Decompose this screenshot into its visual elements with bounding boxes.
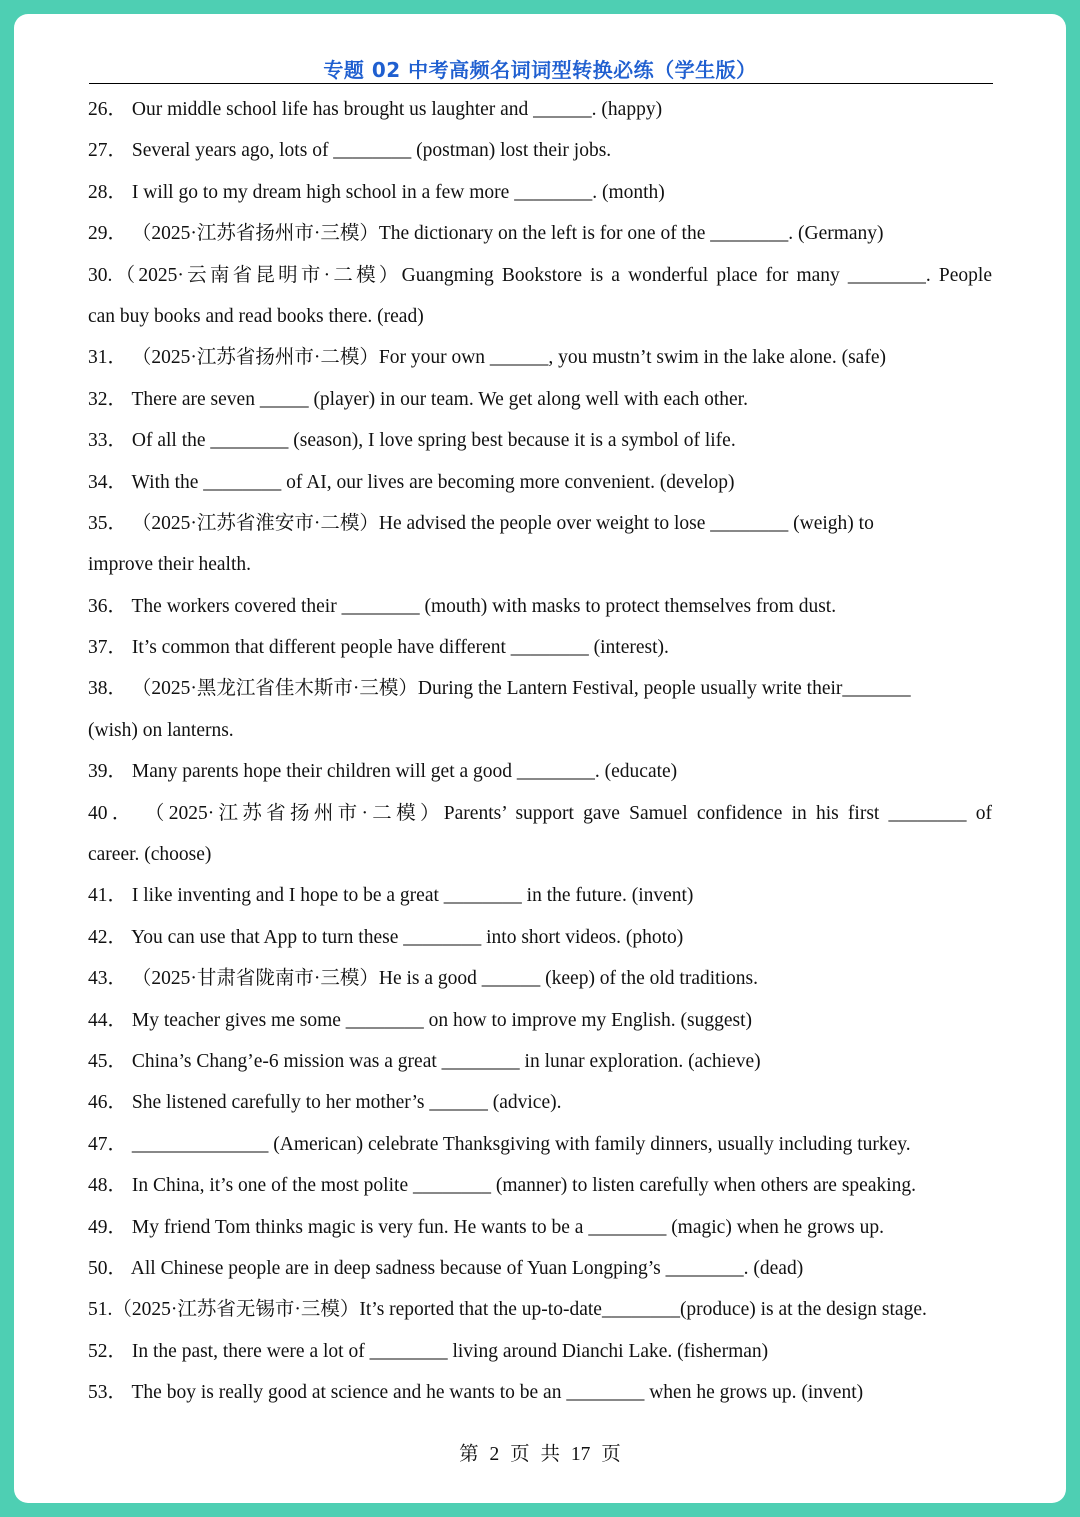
page-title: 专题 02 中考高频名词词型转换必练（学生版） [323, 58, 757, 82]
exercise-line: career. (choose) [88, 844, 212, 866]
exercise-line: 39． Many parents hope their children will get a good ________. (educate) [88, 761, 678, 783]
exercise-line: 45． China’s Chang’e-6 mission was a great ________ in lunar exploration. (achieve) [88, 1050, 761, 1072]
exercise-line: 27． Several years ago, lots of ________ (postman) lost their jobs. [88, 140, 612, 162]
exercise-line: 47． ______________ (American) celebrate Thanksgiving with family dinners, usually including turkey. [88, 1133, 911, 1155]
exercise-line: 31． （2025·江苏省扬州市·二模）For your own ______, you mustn’t swim in the lake alone. (safe) [88, 347, 886, 369]
exercise-line: 42． You can use that App to turn these ________ into short videos. (photo) [88, 926, 684, 948]
exercise-line: 26． Our middle school life has brought us laughter and ______. (happy) [88, 99, 663, 120]
exercise-line: 48． In China, it’s one of the most polite ________ (manner) to listen carefully when others are speaking. [88, 1175, 917, 1197]
exercise-line: 51.（2025·江苏省无锡市·三模）It’s reported that the up-to-date________(produce) is at the design stage. [88, 1299, 927, 1321]
exercise-line: 43． （2025·甘肃省陇南市·三模）He is a good ______ (keep) of the old traditions. [88, 968, 758, 990]
exercise-line: 38． （2025·黑龙江省佳木斯市·三模）During the Lantern Festival, people usually write their_______ [88, 678, 911, 700]
exercise-line: 49． My friend Tom thinks magic is very fun. He wants to be a ________ (magic) when he grows up. [88, 1216, 885, 1238]
exercise-line: 53． The boy is really good at science and he wants to be an ________ when he grows up. (invent) [88, 1382, 864, 1404]
exercise-line: 52． In the past, there were a lot of ________ living around Dianchi Lake. (fisherman) [88, 1340, 769, 1362]
exercise-line: 33． Of all the ________ (season), I love spring best because it is a symbol of life. [88, 430, 736, 452]
exercise-line: can buy books and read books there. (read) [88, 305, 424, 327]
exercise-line: 44． My teacher gives me some ________ on how to improve my English. (suggest) [88, 1009, 752, 1031]
exercise-line: 46． She listened carefully to her mother’s ______ (advice). [88, 1092, 562, 1114]
exercise-line: 35． （2025·江苏省淮安市·二模）He advised the people over weight to lose ________ (weigh) to [88, 512, 874, 534]
exercise-line: 41． I like inventing and I hope to be a great ________ in the future. (invent) [88, 885, 694, 907]
page-number: 第 2 页 共 17 页 [459, 1444, 621, 1465]
exercise-line: 50． All Chinese people are in deep sadness because of Yuan Longping’s ________. (dead) [88, 1257, 804, 1279]
exercise-line: improve their health. [88, 554, 251, 576]
exercise-line: 30.（2025·云南省昆明市·二模）Guangming Bookstore is a wonderful place for many ________. People [88, 264, 992, 286]
exercise-line: 29． （2025·江苏省扬州市·三模）The dictionary on the left is for one of the ________. (Germany) [88, 223, 884, 245]
exercise-line: 36． The workers covered their ________ (mouth) with masks to protect themselves from dust. [88, 595, 837, 617]
document-page [14, 14, 1066, 1503]
exercise-line: (wish) on lanterns. [88, 719, 234, 741]
header-divider [89, 83, 993, 84]
exercise-line: 34． With the ________ of AI, our lives are becoming more convenient. (develop) [88, 471, 735, 493]
exercise-line: 37． It’s common that different people have different ________ (interest). [88, 637, 669, 659]
exercise-line: 32． There are seven _____ (player) in our team. We get along well with each other. [88, 388, 748, 410]
exercise-line: 40． （2025·江苏省扬州市·二模）Parents’ support gave Samuel confidence in his first ________ of [88, 802, 992, 824]
exercise-line: 28． I will go to my dream high school in a few more ________. (month) [88, 181, 665, 203]
exercise-list [88, 89, 992, 1414]
